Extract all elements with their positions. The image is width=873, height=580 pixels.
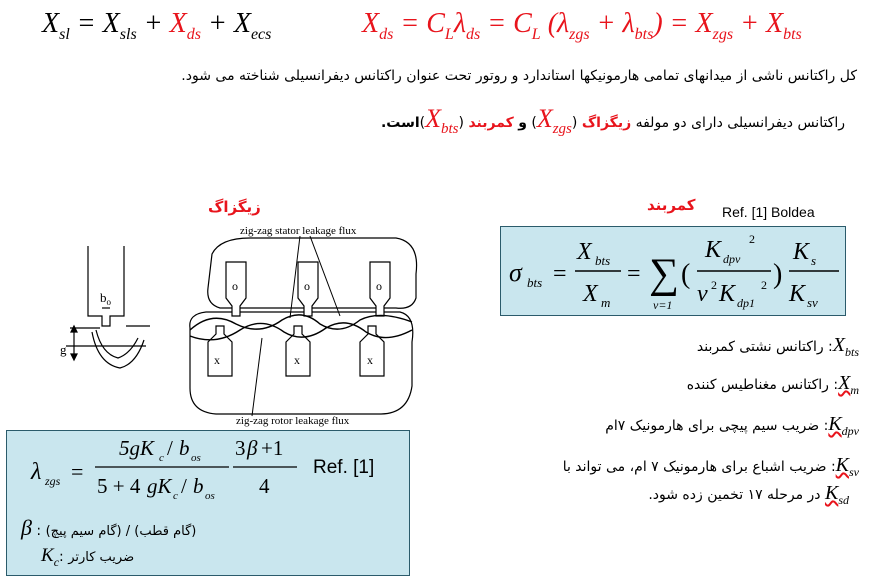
svg-text:β: β <box>247 436 258 460</box>
belt-formula <box>501 227 847 317</box>
stator-flux-label: zig-zag stator leakage flux <box>240 225 357 237</box>
beta-line: β : (گام قطب) / (گام سیم پیچ) <box>21 515 197 540</box>
svg-text:λ: λ <box>31 459 42 485</box>
svg-text:∑: ∑ <box>649 251 679 297</box>
gap-label: g <box>60 342 67 357</box>
svg-text:X: X <box>583 281 598 307</box>
svg-text:bo: $b_o$ <box>100 290 111 307</box>
svg-text:zgs: zgs <box>45 474 61 488</box>
svg-text:x: x <box>294 353 300 367</box>
svg-text:X: X <box>577 239 592 265</box>
equation-xds: $X_{ds} = C_L\lambda_{ds} = C_L$ $(\lambda_{zgs} + \lambda_{bts}) = X_{zgs} + X_{bts}$ <box>362 8 802 43</box>
svg-text:m: m <box>601 295 611 310</box>
def-xbts: $X_{bts}$: راکتانس نشتی کمربند <box>696 334 859 359</box>
svg-text:2: 2 <box>749 232 755 246</box>
svg-text:dp1: dp1 <box>737 296 755 310</box>
svg-text:o: o <box>304 279 310 293</box>
kc-line: $K_c$: ضریب کارتر <box>41 545 135 569</box>
svg-text:c: c <box>159 452 164 464</box>
svg-text:x: x <box>367 353 373 367</box>
svg-text:sν: sν <box>807 295 818 310</box>
svg-text:os: os <box>191 452 201 464</box>
svg-text:5 + 4: 5 + 4 <box>97 474 141 498</box>
svg-text:σ: σ <box>509 258 522 287</box>
svg-text:=: = <box>71 459 84 484</box>
svg-text:bts: bts <box>527 275 543 290</box>
svg-text:ν: ν <box>697 281 708 307</box>
svg-text:5gK: 5gK <box>119 436 155 460</box>
svg-text:2: 2 <box>761 278 767 292</box>
svg-text:os: os <box>205 490 215 502</box>
rotor-flux-label: zig-zag rotor leakage flux <box>236 415 350 427</box>
svg-text:K: K <box>793 239 810 265</box>
svg-text:2: 2 <box>711 278 717 292</box>
svg-text:ν=1: ν=1 <box>653 298 673 312</box>
rotor-slot-2 <box>286 326 310 376</box>
ref-box: Ref. [1] <box>313 457 375 478</box>
belt-formula-box <box>500 226 846 316</box>
svg-text:o: o <box>232 279 238 293</box>
svg-text:K: K <box>705 237 722 263</box>
def-xm: $X_m$: راکتانس مغناطیس کننده <box>686 372 859 397</box>
line2-end: است. <box>380 115 420 131</box>
svg-text:dpν: dpν <box>723 252 741 266</box>
svg-text:K: K <box>789 281 806 307</box>
heading-zigzag: زیگزاگ <box>208 198 261 216</box>
line2-and: و <box>518 115 527 131</box>
svg-text:b: b <box>193 474 204 498</box>
def-kdpv: $K_{dpv}$: ضریب سیم پیچی برای هارمونیک ۷ام <box>605 413 859 438</box>
slot-opening-figure <box>66 246 150 368</box>
svg-text:/: / <box>181 474 187 498</box>
line2-prefix: راکتانس دیفرانسیلی دارای دو مولفه <box>635 115 845 131</box>
svg-text:=: = <box>627 261 641 287</box>
svg-text:c: c <box>173 490 178 502</box>
zigzag-formula-box <box>6 430 410 576</box>
def-ksv: $K_{sv}$: ضریب اشباع برای هارمونیک ۷ ام، می تواند با <box>562 454 859 479</box>
rotor-slot-3 <box>360 326 384 376</box>
svg-text:+1: +1 <box>261 436 284 460</box>
svg-text:(: ( <box>681 259 691 290</box>
svg-text:b: b <box>179 436 190 460</box>
svg-text:3: 3 <box>235 436 246 460</box>
svg-text:s: s <box>811 253 817 268</box>
def-ksd: $K_{sd}$ در مرحله ۱۷ تخمین زده شود. <box>648 482 849 507</box>
ref-boldea: Ref. [1] Boldea <box>722 204 815 220</box>
zigzag-leakage-diagram <box>40 218 460 438</box>
line2-belt: کمربند <box>468 115 514 131</box>
svg-text:x: x <box>214 353 220 367</box>
intro-line-1: کل راکتانس ناشی از میدانهای تمامی هارمونیکها استاندارد و روتور تحت عنوان راکتانس دیفرانسیلی شناخته می شود. <box>181 68 857 84</box>
line2-zigzag: زیگزاگ <box>581 115 632 131</box>
svg-text:): ) <box>773 259 783 290</box>
svg-text:/: / <box>167 436 173 460</box>
svg-text:bts: bts <box>595 253 611 268</box>
svg-text:gK: gK <box>147 474 172 498</box>
svg-text:o: o <box>376 279 382 293</box>
svg-text:=: = <box>553 261 567 287</box>
heading-belt: کمربند <box>647 196 696 214</box>
equation-xsl: $X_{sl} = X_{sls} + X_{ds} + X_{ecs}$ <box>42 8 272 43</box>
rotor-slot-1 <box>208 326 232 376</box>
svg-text:4: 4 <box>259 474 270 498</box>
svg-text:K: K <box>719 281 736 307</box>
intro-line-2: راکتانس دیفرانسیلی دارای دو مولفه زیگزاگ $(X_{zgs})$ و کمربند $(X_{bts})است$. <box>380 104 845 137</box>
